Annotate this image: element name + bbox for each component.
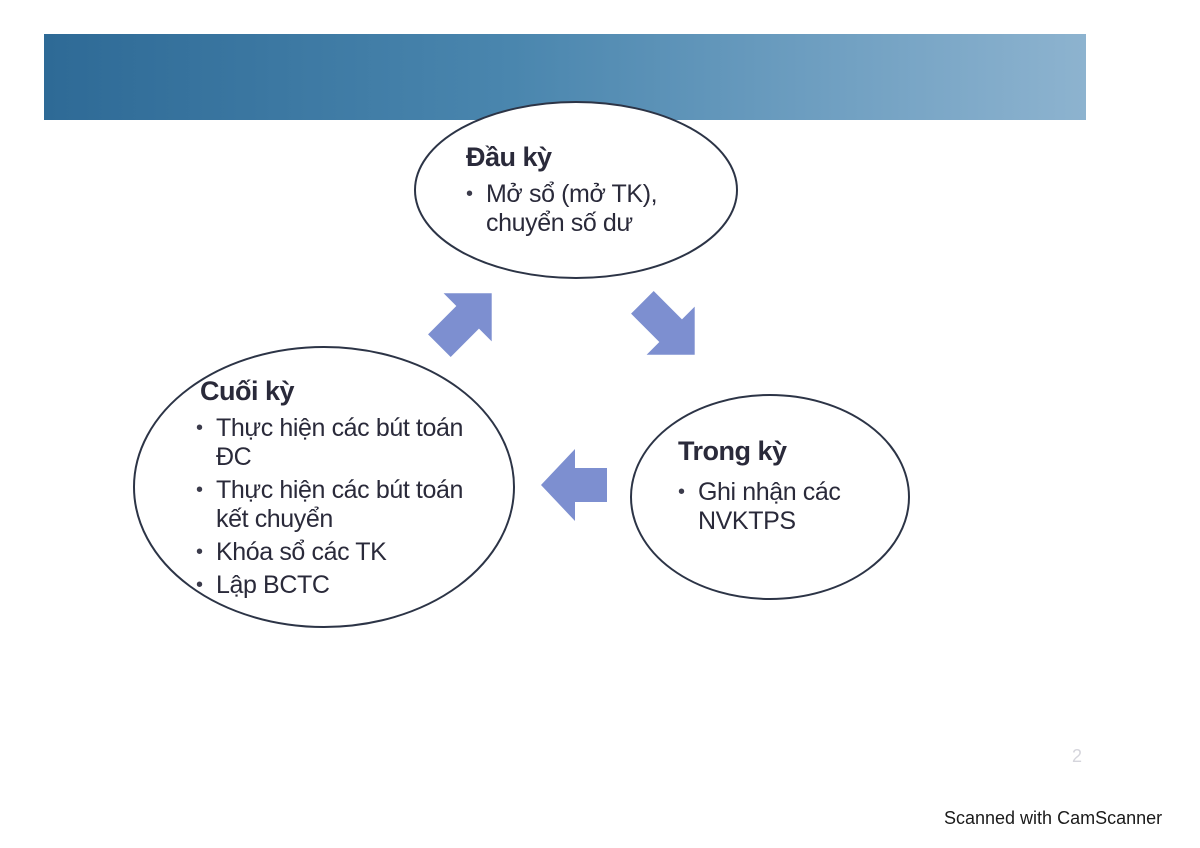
node-end-title: Cuối kỳ (200, 376, 295, 406)
scanner-watermark: Scanned with CamScanner (944, 808, 1163, 828)
node-during-title: Trong kỳ (678, 436, 787, 466)
arrow-start-to-during (618, 278, 718, 378)
node-end-list (196, 414, 486, 604)
node-end-item: • Thực hiện các bút toán kết chuyển (196, 476, 486, 534)
node-end-item: • Khóa sổ các TK (196, 538, 486, 567)
node-during-list (678, 478, 878, 540)
node-end-item: • Thực hiện các bút toán ĐC (196, 414, 486, 472)
arrow-end-to-start (415, 269, 515, 369)
node-start-list (466, 180, 696, 242)
arrow-during-to-end (541, 449, 607, 521)
node-during-item: • Ghi nhận các NVKTPS (678, 478, 878, 536)
node-start-title: Đầu kỳ (466, 142, 552, 172)
node-end-item: • Lập BCTC (196, 571, 486, 600)
node-start-item: • Mở sổ (mở TK), chuyển số dư (466, 180, 696, 238)
page-number: 2 (1072, 746, 1083, 766)
